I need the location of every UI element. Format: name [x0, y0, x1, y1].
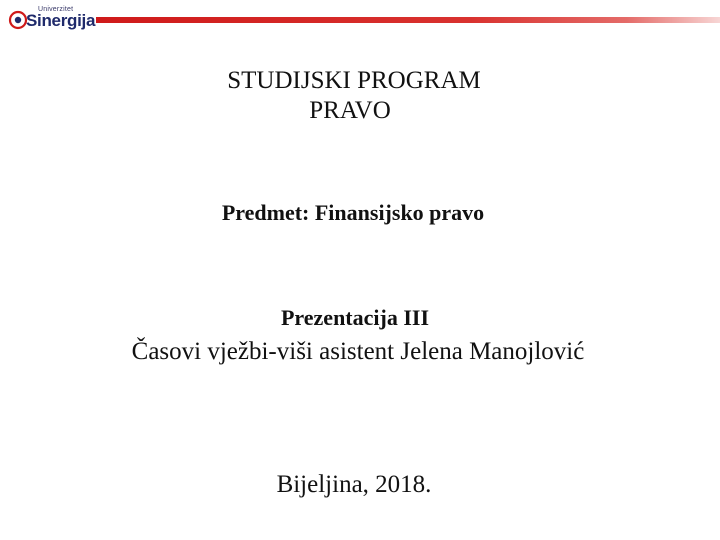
subject-text: Predmet: Finansijsko pravo [221, 200, 485, 225]
instructor-line [0, 337, 720, 367]
presentation-text: Prezentacija III [280, 305, 430, 330]
place-year [0, 470, 720, 500]
presentation-title [0, 304, 720, 332]
logo-subtitle: Univerzitet [38, 6, 74, 13]
header-accent-bar [96, 17, 720, 23]
program-line-2: PRAVO [309, 97, 391, 124]
logo-name: Sinergija [26, 11, 96, 30]
slide-header [0, 0, 720, 36]
university-logo [8, 6, 94, 30]
sinergija-logo-icon [8, 10, 28, 30]
instructor-text: Časovi vježbi-viši asistent Jelena Manojlović [131, 338, 585, 365]
program-line-1: STUDIJSKI PROGRAM [227, 67, 481, 94]
study-program-heading [0, 66, 720, 126]
place-year-text: Bijeljina, 2018. [276, 471, 432, 498]
subject-title [0, 199, 720, 227]
